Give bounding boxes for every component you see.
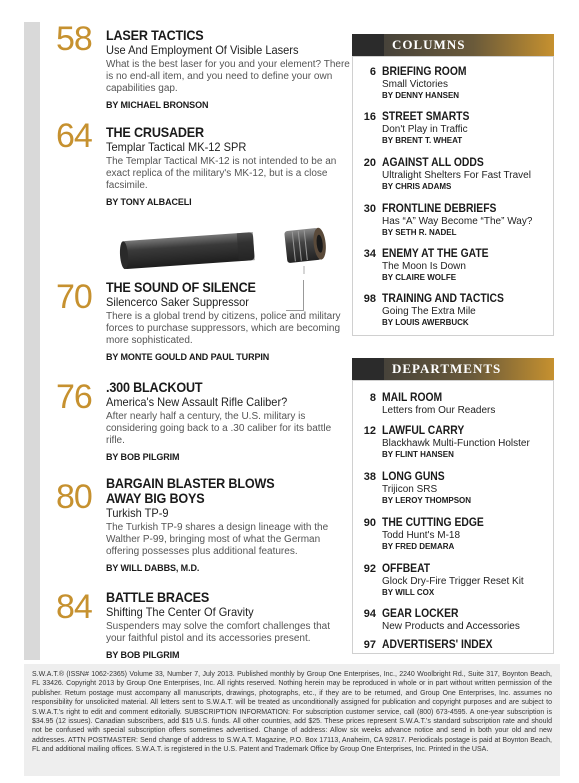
item-title: LONG GUNS [382, 471, 445, 483]
item-subtitle: New Products and Accessories [382, 621, 520, 632]
departments-header-label: DEPARTMENTS [392, 361, 502, 376]
item-subtitle: Trijicon SRS [382, 484, 438, 495]
item-subtitle: Has “A” Way Become “The” Way? [382, 216, 533, 227]
item-page-number: 8 [369, 392, 376, 404]
item-subtitle: Todd Hunt's M-18 [382, 530, 461, 541]
feature-byline: BY TONY ALBACELI [106, 197, 192, 207]
feature-page-number: 58 [56, 20, 92, 58]
feature-byline: BY BOB PILGRIM [106, 650, 180, 660]
item-byline: BY FRED DEMARA [382, 542, 455, 551]
feature-title: BATTLE BRACES [106, 589, 210, 605]
item-page-number: 20 [363, 157, 376, 169]
feature-description: What is the best laser for you and your element? There is no end-all item, and you need to define your own capabilities gap. [106, 59, 350, 94]
feature-page-number: 76 [56, 378, 92, 416]
feature-page-number: 64 [56, 117, 92, 155]
feature-byline: BY MICHAEL BRONSON [106, 100, 209, 110]
suppressor-image [118, 222, 338, 274]
item-title: ENEMY AT THE GATE [382, 248, 489, 260]
feature-byline: BY MONTE GOULD AND PAUL TURPIN [106, 352, 270, 362]
item-subtitle: Going The Extra Mile [382, 306, 476, 317]
item-title: AGAINST ALL ODDS [382, 157, 484, 169]
item-page-number: 34 [363, 248, 376, 260]
feature-title: THE SOUND OF SILENCE [106, 279, 256, 295]
feature-subtitle: Silencerco Saker Suppressor [106, 295, 249, 309]
feature-page-number: 84 [56, 588, 92, 626]
item-subtitle: Blackhawk Multi-Function Holster [382, 438, 530, 449]
item-byline: BY FLINT HANSEN [382, 450, 454, 459]
publication-info-footer: S.W.A.T.® (ISSN# 1062-2365) Volume 33, Number 7, July 2013. Published monthly by Group One Enterprises, Inc., 2240 Woolbright Rd., Suite 317, Boynton Beach, FL 33426. Copyright 2013 by Group One Enterprises, Inc. All rights reserved. Nothing herein may be reproduced in whole or in part without written permission of the publisher. Return postage must accompany all manuscripts, drawings, photographs, etc., if they are to be returned, and Group One Enterprises, Inc. assumes no responsibility for unsolicited material. All letters sent to S.W.A.T. will be treated as unconditionally assigned for publication and copyright purposes and are subject to S.W.A.T.'s right to edit and comment editorially. SUBSCRIPTION INFORMATION: For subscription customer service, call (800) 673-4595. A one-year subscription is $34.95 (12 issues). Canadian subscribers, add $15 U.S. funds. All other countries, add $25. These prices represent S.W.A.T.'s standard subscription rate and should not be confused with special subscription offers sometimes advertised. Change of address: Allow six weeks advance notice and send in both your old and new addresses. ATTN POSTMASTER: Send change of address to S.W.A.T. Magazine, P.O. Box 17113, Anaheim, CA 92817. Periodicals postage is paid at Boynton Beach, FL and additional mailing offices. S.W.A.T. is registered in the U.S. Patent and Trademark Office by Group One Enterprises, Inc. Printed in the USA. [24, 664, 560, 776]
feature-description: There is a global trend by citizens, police and military forces to purchase suppressors, which are becoming more sophisticated. [106, 311, 341, 346]
feature-subtitle: Shifting The Center Of Gravity [106, 605, 254, 619]
columns-header-label: COLUMNS [392, 37, 466, 52]
item-byline: BY CHRIS ADAMS [382, 182, 452, 191]
feature-subtitle: Templar Tactical MK-12 SPR [106, 140, 247, 154]
item-page-number: 94 [363, 608, 376, 620]
item-page-number: 6 [369, 66, 376, 78]
item-byline: BY BRENT T. WHEAT [382, 136, 463, 145]
item-byline: BY LEROY THOMPSON [382, 496, 472, 505]
item-subtitle: The Moon Is Down [382, 261, 466, 272]
item-subtitle: Letters from Our Readers [382, 405, 496, 416]
item-title: THE CUTTING EDGE [382, 517, 484, 529]
item-page-number: 90 [363, 517, 376, 529]
feature-title: .300 BLACKOUT [106, 379, 203, 395]
feature-title: THE CRUSADER [106, 124, 204, 140]
columns-header [352, 34, 554, 56]
item-title: STREET SMARTS [382, 111, 470, 123]
item-title: FRONTLINE DEBRIEFS [382, 203, 497, 215]
item-page-number: 97 [363, 639, 376, 651]
item-title: LAWFUL CARRY [382, 425, 465, 437]
item-byline: BY LOUIS AWERBUCK [382, 318, 469, 327]
feature-subtitle: Turkish TP-9 [106, 506, 169, 520]
item-title: BRIEFING ROOM [382, 66, 467, 78]
item-page-number: 92 [363, 563, 376, 575]
feature-description: The Templar Tactical MK-12 is not intended to be an exact replica of the military's MK-12, but is a close facsimile. [106, 156, 337, 191]
item-title: OFFBEAT [382, 563, 431, 575]
item-page-number: 38 [363, 471, 376, 483]
feature-title: BARGAIN BLASTER BLOWS [106, 475, 275, 491]
feature-description: Suspenders may solve the comfort challenges that your faithful pistol and its accessories present. [106, 621, 331, 644]
feature-description: The Turkish TP-9 shares a design lineage with the Walther P-99, bringing most of what the German offering possesses plus additional features. [106, 522, 329, 557]
feature-subtitle: America's New Assault Rifle Caliber? [106, 395, 288, 409]
item-page-number: 30 [363, 203, 376, 215]
item-title: TRAINING AND TACTICS [382, 293, 504, 305]
item-subtitle: Glock Dry-Fire Trigger Reset Kit [382, 576, 524, 587]
item-subtitle: Small Victories [382, 79, 448, 90]
feature-page-number: 80 [56, 478, 92, 516]
feature-title-line2: AWAY BIG BOYS [106, 490, 205, 506]
feature-page-number: 70 [56, 278, 92, 316]
item-byline: BY SETH R. NADEL [382, 228, 457, 237]
item-title: GEAR LOCKER [382, 608, 459, 620]
departments-header [352, 358, 554, 380]
item-byline: BY WILL COX [382, 588, 435, 597]
item-page-number: 16 [363, 111, 376, 123]
feature-byline: BY WILL DABBS, M.D. [106, 563, 200, 573]
feature-title: LASER TACTICS [106, 27, 204, 43]
item-page-number: 12 [363, 425, 376, 437]
item-subtitle: Ultralight Shelters For Fast Travel [382, 170, 531, 181]
item-title: MAIL ROOM [382, 392, 443, 404]
item-byline: BY CLAIRE WOLFE [382, 273, 457, 282]
item-title: ADVERTISERS' INDEX [382, 639, 493, 651]
item-page-number: 98 [363, 293, 376, 305]
feature-description: After nearly half a century, the U.S. military is considering going back to a .30 caliber for its battle rifle. [106, 411, 332, 446]
feature-byline: BY BOB PILGRIM [106, 452, 180, 462]
feature-subtitle: Use And Employment Of Visible Lasers [106, 43, 299, 57]
item-subtitle: Don't Play in Traffic [382, 124, 468, 135]
item-byline: BY DENNY HANSEN [382, 91, 460, 100]
left-accent-bar [24, 22, 40, 660]
